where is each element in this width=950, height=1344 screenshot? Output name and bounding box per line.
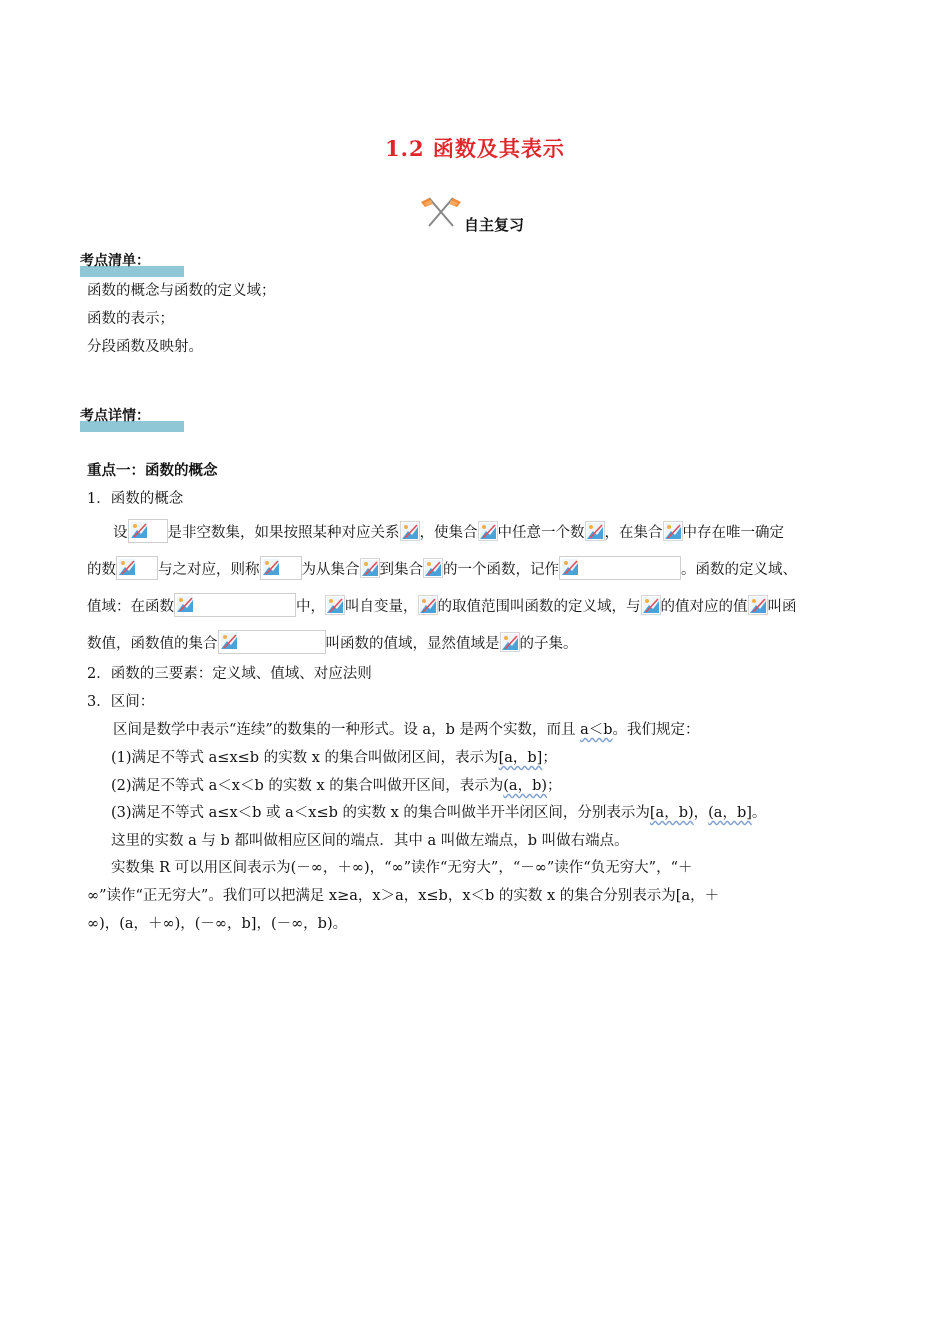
broken-image-icon <box>220 632 240 652</box>
infinity-line-1: 实数集 R 可以用区间表示为(－∞，＋∞)，“∞”读作“无穷大”，“－∞”读作“负无穷大”，“＋ <box>111 860 693 876</box>
broken-image-icon <box>325 595 345 615</box>
endpoints: 这里的实数 a 与 b 都叫做相应区间的端点．其中 a 叫做左端点，b 叫做右端点。 <box>111 833 629 849</box>
broken-image-icon <box>478 521 498 541</box>
formula-image-field <box>174 593 296 617</box>
broken-image-icon <box>360 558 380 578</box>
broken-image-icon <box>418 595 438 615</box>
broken-image-icon <box>641 595 661 615</box>
infinity-line-3: ∞)，(a，＋∞)，(－∞，b]，(－∞，b)。 <box>87 916 348 932</box>
broken-image-icon <box>748 595 768 615</box>
list-item: 分段函数及映射。 <box>87 339 203 355</box>
review-banner <box>420 192 560 236</box>
list-item: 函数的表示； <box>87 311 174 327</box>
definition-line-3: 值域：在函数 中， 叫自变量， 的取值范围叫函数的定义域，与 的值对应的值 叫函 <box>87 593 797 617</box>
section-heading-list: 考点清单： <box>80 253 150 269</box>
interval-intro: 区间是数学中表示“连续”的数集的一种形式。设 a，b 是两个实数，而且 a＜b。我们规定： <box>113 722 700 738</box>
broken-image-icon <box>130 521 150 541</box>
formula-image-field <box>559 556 681 580</box>
list-item: 函数的概念与函数的定义域； <box>87 283 276 299</box>
page-title: 1.2 函数及其表示 <box>385 136 565 161</box>
formula-image-field <box>116 556 158 580</box>
open-interval: (2)满足不等式 a＜x＜b 的实数 x 的集合叫做开区间，表示为(a，b)； <box>111 778 562 794</box>
review-label: 自主复习 <box>464 216 525 234</box>
definition-line-4: 数值，函数值的集合 叫函数的值域，显然值域是 的子集。 <box>87 630 578 654</box>
broken-image-icon <box>561 558 581 578</box>
key-point-heading: 重点一：函数的概念 <box>87 463 218 479</box>
definition-line-2: 的数 与之对应，则称 为从集合 到集合 的一个函数，记作 。函数的定义域、 <box>87 556 797 580</box>
broken-image-icon <box>400 521 420 541</box>
formula-image-field <box>128 519 168 543</box>
broken-image-icon <box>663 521 683 541</box>
paragraph-title: 1．函数的概念 <box>87 491 184 507</box>
closed-interval: (1)满足不等式 a≤x≤b 的实数 x 的集合叫做闭区间，表示为[a，b]； <box>111 750 557 766</box>
broken-image-icon <box>176 595 196 615</box>
crossed-flags-icon <box>420 192 462 228</box>
section-heading-detail: 考点详情： <box>80 408 150 424</box>
broken-image-icon <box>118 558 138 578</box>
half-open-interval: (3)满足不等式 a≤x＜b 或 a＜x≤b 的实数 x 的集合叫做半开半闭区间，分别表示为[a，b)，(a，b]。 <box>111 805 767 821</box>
formula-image-field <box>260 556 302 580</box>
definition-line-1: 设 是非空数集，如果按照某种对应关系 ，使集合 中任意一个数 ，在集合 中存在唯一确定 <box>113 519 784 543</box>
formula-image-field <box>218 630 326 654</box>
broken-image-icon <box>585 521 605 541</box>
broken-image-icon <box>500 632 520 652</box>
three-elements: 2．函数的三要素：定义域、值域、对应法则 <box>87 666 372 682</box>
paragraph-title: 3．区间： <box>87 694 155 710</box>
broken-image-icon <box>262 558 282 578</box>
infinity-line-2: ∞”读作“正无穷大”。我们可以把满足 x≥a，x＞a，x≤b，x＜b 的实数 x 的集合分别表示为[a，＋ <box>87 888 720 904</box>
broken-image-icon <box>423 558 443 578</box>
